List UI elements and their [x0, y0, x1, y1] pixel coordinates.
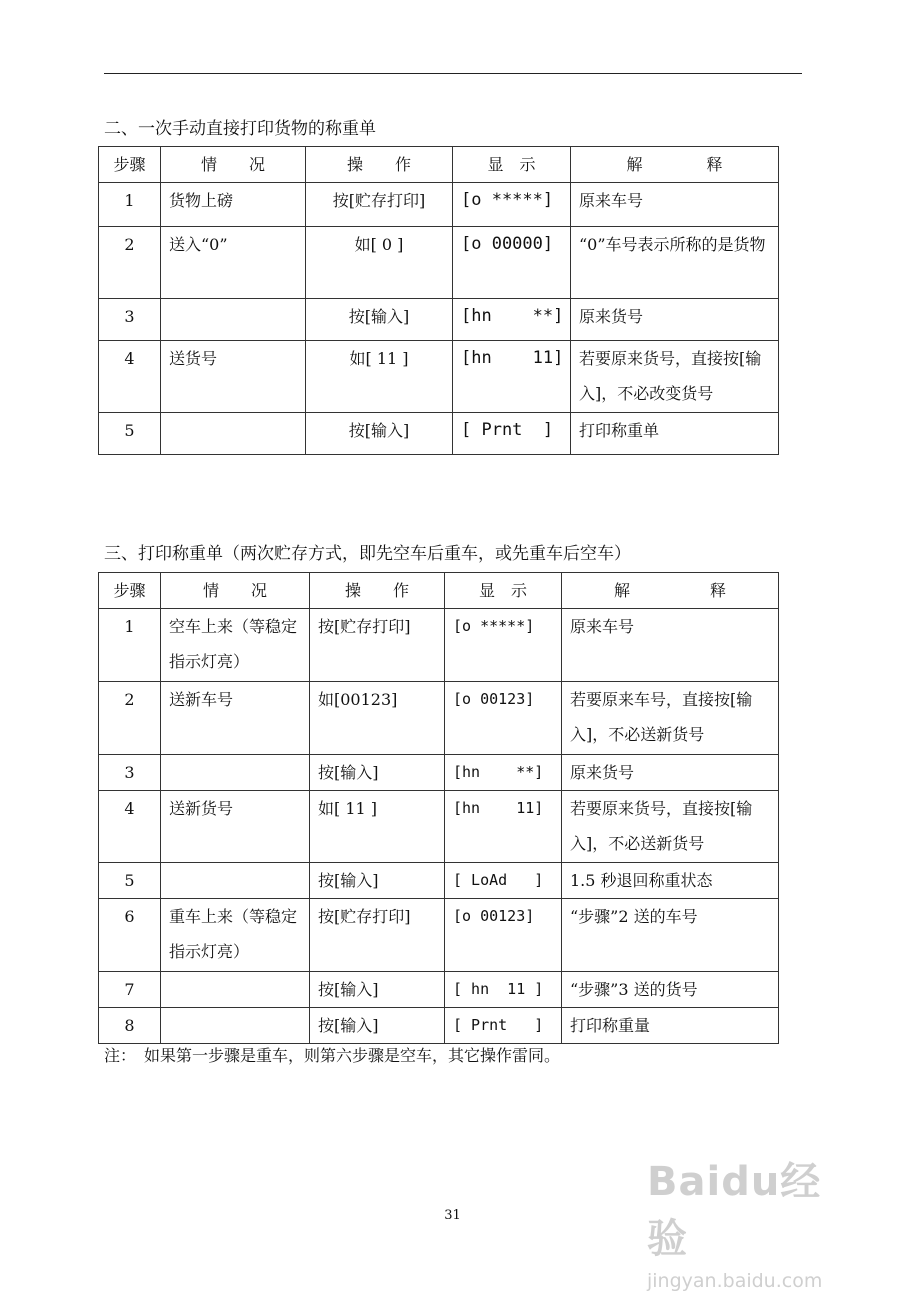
table-row [99, 413, 779, 455]
step-cell: 7 [99, 972, 161, 1008]
situation-cell [161, 1008, 310, 1044]
situation-cell: 送入“0” [161, 227, 306, 299]
situation-cell [161, 413, 306, 455]
operation-cell: 如[00123] [310, 682, 445, 755]
page-number: 31 [444, 1208, 461, 1223]
explanation-cell: “步骤”3 送的货号 [562, 972, 779, 1008]
header-operation: 操 作 [310, 573, 445, 609]
step-cell: 1 [99, 183, 161, 227]
explanation-cell: 原来货号 [571, 299, 779, 341]
table-header-row [99, 573, 779, 609]
table-row [99, 1008, 779, 1044]
display-cell: [ Prnt ] [453, 413, 571, 455]
header-operation: 操 作 [306, 147, 453, 183]
situation-cell: 送新车号 [161, 682, 310, 755]
operation-cell: 按[贮存打印] [306, 183, 453, 227]
section3-table [98, 572, 779, 1044]
situation-cell: 货物上磅 [161, 183, 306, 227]
table-row [99, 972, 779, 1008]
table-header-row [99, 147, 779, 183]
step-cell: 3 [99, 755, 161, 791]
operation-cell: 按[输入] [306, 413, 453, 455]
display-cell: [ Prnt ] [445, 1008, 562, 1044]
display-cell: [o 00000] [453, 227, 571, 299]
header-situation: 情 况 [161, 573, 310, 609]
watermark-url: jingyan.baidu.com [647, 1270, 823, 1292]
display-cell: [o 00123] [445, 682, 562, 755]
operation-cell: 如[ 11 ] [306, 341, 453, 413]
step-cell: 6 [99, 899, 161, 972]
section2-table [98, 146, 779, 455]
explanation-cell: 打印称重量 [562, 1008, 779, 1044]
watermark-logo: Baidu经验 [647, 1159, 822, 1262]
footnote: 注： 如果第一步骤是重车，则第六步骤是空车，其它操作雷同。 [104, 1046, 561, 1065]
situation-cell [161, 863, 310, 899]
explanation-cell: 原来车号 [571, 183, 779, 227]
display-cell: [o 00123] [445, 899, 562, 972]
explanation-cell: 1.5 秒退回称重状态 [562, 863, 779, 899]
operation-cell: 按[输入] [310, 1008, 445, 1044]
table-row [99, 899, 779, 972]
situation-cell: 重车上来（等稳定指示灯亮） [161, 899, 310, 972]
step-cell: 1 [99, 609, 161, 682]
header-step: 步骤 [99, 147, 161, 183]
operation-cell: 如[ 0 ] [306, 227, 453, 299]
explanation-cell: “步骤”2 送的车号 [562, 899, 779, 972]
operation-cell: 按[输入] [306, 299, 453, 341]
explanation-cell: 原来车号 [562, 609, 779, 682]
step-cell: 5 [99, 863, 161, 899]
step-cell: 4 [99, 341, 161, 413]
display-cell: [ hn 11 ] [445, 972, 562, 1008]
explanation-cell: 若要原来车号，直接按[输入]，不必送新货号 [562, 682, 779, 755]
step-cell: 5 [99, 413, 161, 455]
step-cell: 2 [99, 682, 161, 755]
table-row [99, 682, 779, 755]
situation-cell [161, 755, 310, 791]
situation-cell: 送货号 [161, 341, 306, 413]
table-row [99, 227, 779, 299]
header-step: 步骤 [99, 573, 161, 609]
header-display: 显 示 [453, 147, 571, 183]
display-cell: [o *****] [453, 183, 571, 227]
explanation-cell: 若要原来货号，直接按[输入]，不必送新货号 [562, 791, 779, 863]
table-row [99, 299, 779, 341]
table-row [99, 791, 779, 863]
operation-cell: 按[输入] [310, 755, 445, 791]
step-cell: 3 [99, 299, 161, 341]
display-cell: [hn **] [445, 755, 562, 791]
explanation-cell: 原来货号 [562, 755, 779, 791]
table-row [99, 609, 779, 682]
display-cell: [hn 11] [453, 341, 571, 413]
operation-cell: 按[输入] [310, 972, 445, 1008]
header-explanation: 解 释 [571, 147, 779, 183]
situation-cell [161, 299, 306, 341]
header-situation: 情 况 [161, 147, 306, 183]
table-row [99, 863, 779, 899]
header-explanation: 解 释 [562, 573, 779, 609]
explanation-cell: 若要原来货号，直接按[输入]，不必改变货号 [571, 341, 779, 413]
operation-cell: 按[贮存打印] [310, 899, 445, 972]
operation-cell: 按[输入] [310, 863, 445, 899]
section3-title: 三、打印称重单（两次贮存方式，即先空车后重车，或先重车后空车） [104, 544, 631, 564]
display-cell: [o *****] [445, 609, 562, 682]
table-row [99, 755, 779, 791]
baidu-watermark [647, 1150, 857, 1292]
display-cell: [hn **] [453, 299, 571, 341]
operation-cell: 如[ 11 ] [310, 791, 445, 863]
explanation-cell: “0”车号表示所称的是货物 [571, 227, 779, 299]
header-rule [104, 73, 802, 74]
step-cell: 2 [99, 227, 161, 299]
explanation-cell: 打印称重单 [571, 413, 779, 455]
table-row [99, 341, 779, 413]
step-cell: 4 [99, 791, 161, 863]
operation-cell: 按[贮存打印] [310, 609, 445, 682]
header-display: 显 示 [445, 573, 562, 609]
section2-title: 二、一次手动直接打印货物的称重单 [104, 119, 376, 139]
display-cell: [hn 11] [445, 791, 562, 863]
situation-cell: 送新货号 [161, 791, 310, 863]
situation-cell: 空车上来（等稳定指示灯亮） [161, 609, 310, 682]
situation-cell [161, 972, 310, 1008]
display-cell: [ LoAd ] [445, 863, 562, 899]
step-cell: 8 [99, 1008, 161, 1044]
table-row [99, 183, 779, 227]
